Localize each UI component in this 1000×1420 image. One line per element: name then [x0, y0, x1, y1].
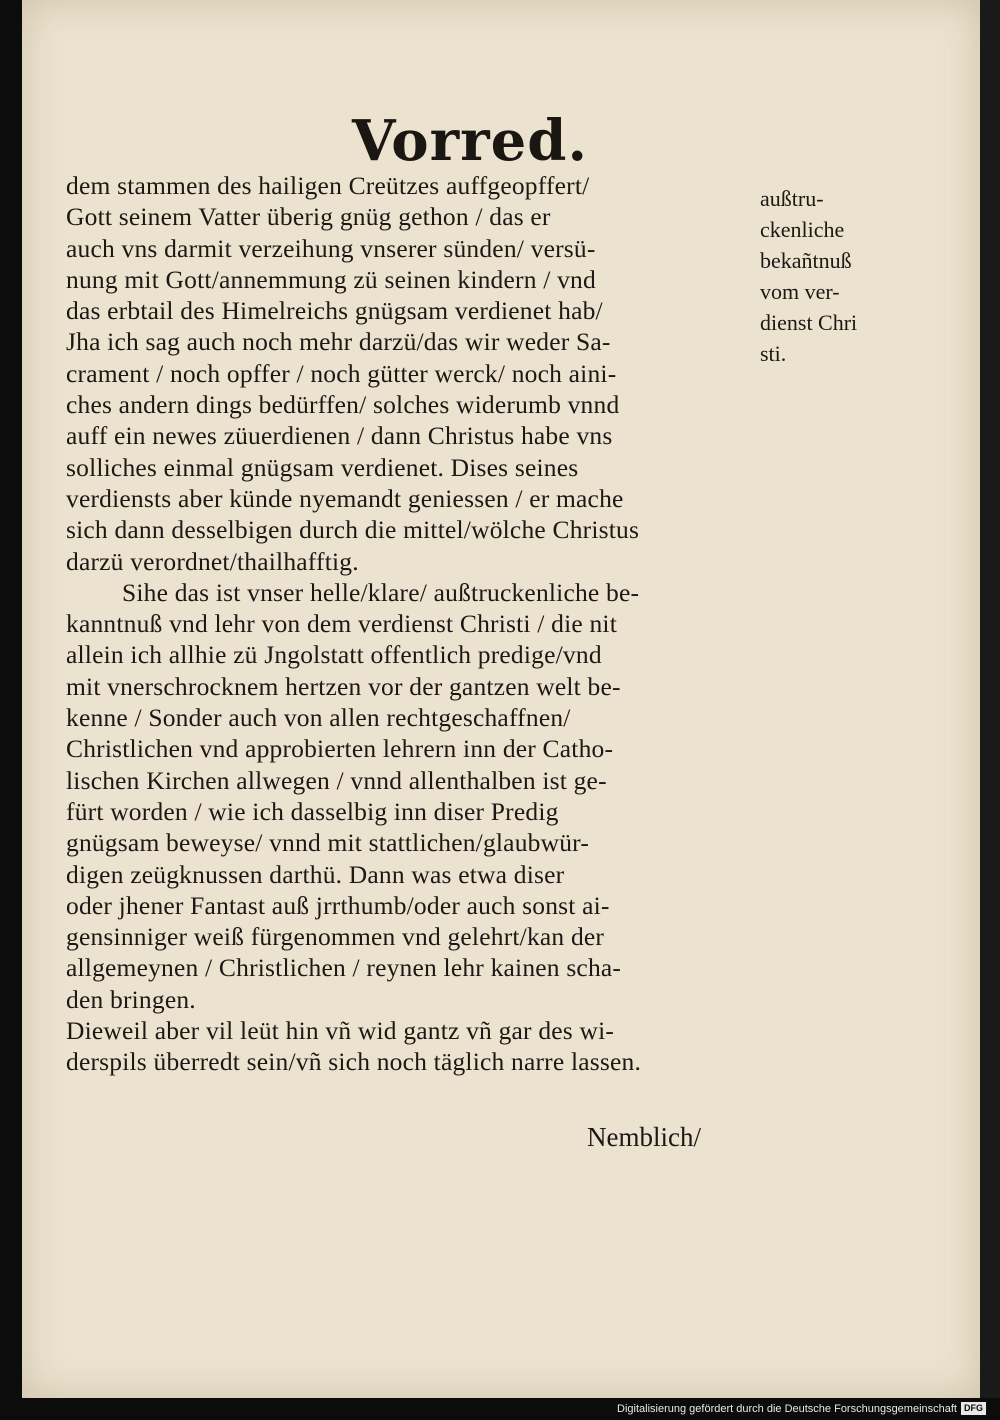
text-line: den bringen.	[66, 984, 196, 1014]
text-line: Sihe das ist vnser helle/klare/ außtruckenliche be-	[122, 577, 640, 607]
footer-credit-text: Digitalisierung gefördert durch die Deutsche Forschungsgemeinschaft	[617, 1402, 957, 1415]
text-line: gnügsam beweyse/ vnnd mit stattlichen/glaubwür-	[66, 828, 590, 858]
text-line: digen zeügknussen darthü. Dann was etwa diser	[66, 859, 565, 889]
text-line: solliches einmal gnügsam verdienet. Dises seines	[66, 452, 579, 482]
text-line: Gott seinem Vatter überig gnüg gethon / das er	[66, 202, 551, 232]
catchword: Nemblich/	[587, 1122, 701, 1152]
dfg-badge: DFG	[961, 1402, 986, 1415]
margin-note-line: ckenliche	[760, 217, 845, 242]
book-page	[22, 0, 980, 1398]
footer-credit	[617, 1402, 986, 1415]
text-line: auff ein newes züuerdienen / dann Christus habe vns	[66, 421, 613, 451]
text-line: kenne / Sonder auch von allen rechtgeschaffnen/	[66, 703, 571, 733]
body-text	[66, 170, 756, 1078]
text-line: ches andern dings bedürffen/ solches widerumb vnnd	[66, 390, 620, 420]
text-line: Jha ich sag auch noch mehr darzü/das wir weder Sa-	[66, 327, 611, 357]
margin-note-line: dienst Chri	[760, 310, 858, 335]
text-line: oder jhener Fantast auß jrrthumb/oder auch sonst ai-	[66, 890, 610, 920]
text-line: derspils überredt sein/vñ sich noch täglich narre lassen.	[66, 1047, 642, 1077]
text-line: kanntnuß vnd lehr von dem verdienst Christi / die nit	[66, 609, 617, 639]
margin-note-line: bekañtnuß	[760, 248, 852, 273]
text-line: verdiensts aber künde nyemandt geniessen / er mache	[66, 483, 624, 513]
margin-note-line: vom ver-	[760, 279, 840, 304]
text-line: dem stammen des hailigen Creützes auffgeopffert/	[66, 171, 590, 200]
text-line: fürt worden / wie ich dasselbig inn diser Predig	[66, 796, 559, 826]
text-line: sich dann desselbigen durch die mittel/wölche Christus	[66, 515, 640, 545]
page-edge-shadow	[980, 0, 1000, 1398]
text-line: Dieweil aber vil leüt hin vñ wid gantz vñ gar des wi-	[66, 1016, 615, 1046]
text-line: allein ich allhie zü Jngolstatt offentlich predige/vnd	[66, 640, 602, 670]
text-line: das erbtail des Himelreichs gnügsam verdienet hab/	[66, 296, 603, 326]
text-line: gensinniger weiß fürgenommen vnd gelehrt/kan der	[66, 922, 605, 952]
text-line: auch vns darmit verzeihung vnserer sünden/ versü-	[66, 233, 596, 263]
page-heading: Vorred.	[352, 108, 588, 174]
margin-note-line: außtru-	[760, 186, 824, 211]
text-line: lischen Kirchen allwegen / vnnd allenthalben ist ge-	[66, 765, 607, 795]
text-line: allgemeynen / Christlichen / reynen lehr kainen scha-	[66, 953, 622, 983]
text-line: crament / noch opffer / noch gütter werck/ noch aini-	[66, 358, 617, 388]
margin-note	[760, 183, 890, 369]
margin-note-line: sti.	[760, 341, 787, 366]
text-line: Christlichen vnd approbierten lehrern inn der Catho-	[66, 734, 614, 764]
text-line: nung mit Gott/annemmung zü seinen kindern / vnd	[66, 264, 596, 294]
text-line: mit vnerschrocknem hertzen vor der gantzen welt be-	[66, 671, 621, 701]
text-line: darzü verordnet/thailhafftig.	[66, 546, 359, 576]
